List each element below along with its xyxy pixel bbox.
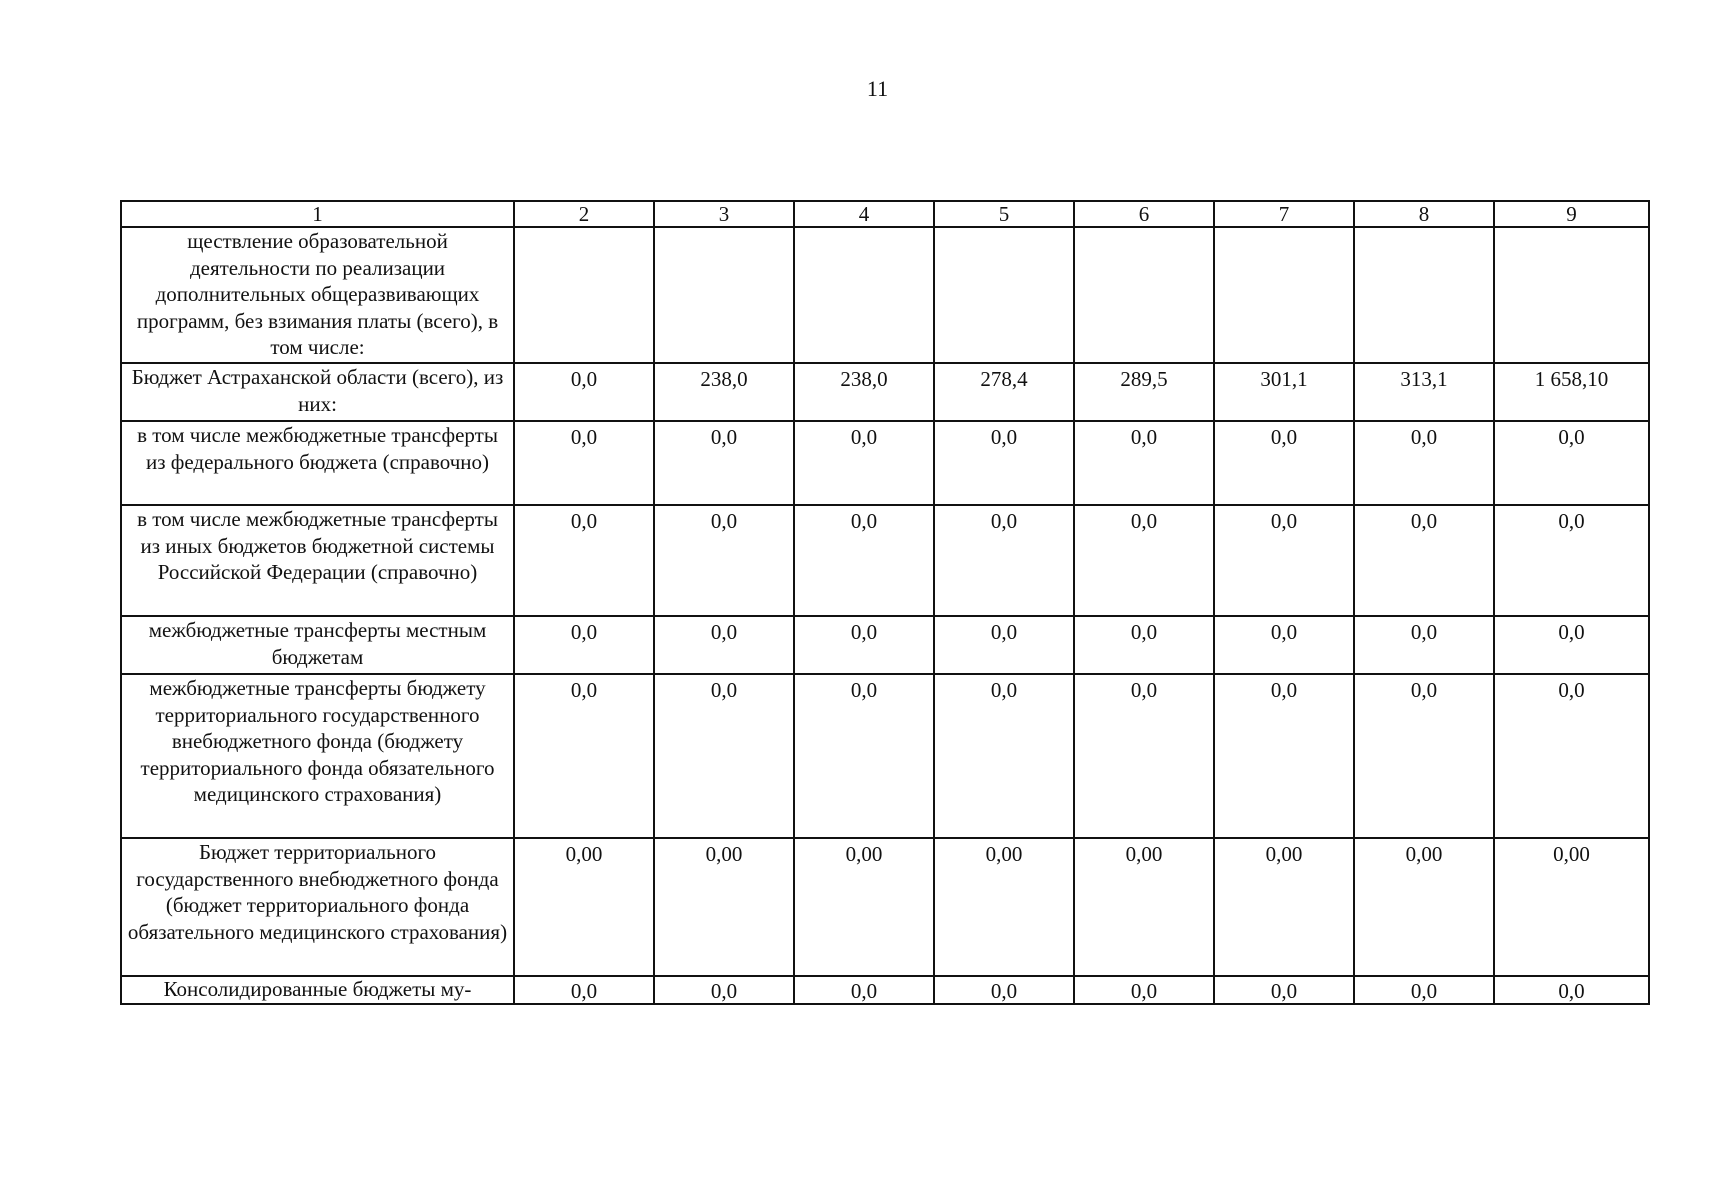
value-cell: 0,0 xyxy=(1214,505,1354,616)
value-cell: 0,0 xyxy=(654,421,794,505)
table-row xyxy=(121,505,1649,616)
value-cell: 0,0 xyxy=(1214,674,1354,838)
value-cell: 0,0 xyxy=(514,616,654,674)
value-cell: 0,00 xyxy=(1354,838,1494,976)
value-cell: 0,0 xyxy=(1074,505,1214,616)
value-cell: 0,0 xyxy=(514,976,654,1004)
value-cell: 0,0 xyxy=(1074,616,1214,674)
value-cell: 0,0 xyxy=(514,363,654,421)
value-cell: 0,0 xyxy=(654,505,794,616)
value-cell: 0,0 xyxy=(514,674,654,838)
value-cell: 0,0 xyxy=(1214,976,1354,1004)
value-cell: 0,0 xyxy=(1494,421,1649,505)
value-cell: 313,1 xyxy=(1354,363,1494,421)
table-row xyxy=(121,976,1649,1004)
value-cell: 0,0 xyxy=(1354,616,1494,674)
value-cell: 0,0 xyxy=(1074,674,1214,838)
value-cell: 0,00 xyxy=(654,838,794,976)
column-header: 7 xyxy=(1214,201,1354,227)
budget-table xyxy=(120,200,1650,1005)
value-cell: 0,0 xyxy=(514,505,654,616)
value-cell: 0,0 xyxy=(1494,976,1649,1004)
value-cell xyxy=(1214,227,1354,363)
column-header: 4 xyxy=(794,201,934,227)
value-cell: 0,0 xyxy=(1214,616,1354,674)
value-cell: 0,0 xyxy=(654,616,794,674)
value-cell: 238,0 xyxy=(794,363,934,421)
table-row xyxy=(121,363,1649,421)
row-label: Бюджет Астраханской области (всего), из них: xyxy=(121,363,514,421)
header-row xyxy=(121,201,1649,227)
column-header: 1 xyxy=(121,201,514,227)
value-cell: 0,0 xyxy=(934,505,1074,616)
value-cell: 0,00 xyxy=(1214,838,1354,976)
value-cell: 0,0 xyxy=(514,421,654,505)
table-row xyxy=(121,616,1649,674)
value-cell: 0,0 xyxy=(934,674,1074,838)
value-cell: 0,0 xyxy=(794,616,934,674)
value-cell: 0,0 xyxy=(1354,674,1494,838)
budget-table-container xyxy=(120,200,1648,1005)
value-cell xyxy=(654,227,794,363)
value-cell xyxy=(1354,227,1494,363)
value-cell xyxy=(514,227,654,363)
value-cell xyxy=(1074,227,1214,363)
value-cell: 238,0 xyxy=(654,363,794,421)
value-cell: 0,00 xyxy=(794,838,934,976)
value-cell: 0,0 xyxy=(934,976,1074,1004)
value-cell: 301,1 xyxy=(1214,363,1354,421)
column-header: 2 xyxy=(514,201,654,227)
value-cell: 0,0 xyxy=(934,421,1074,505)
row-label: межбюджетные трансферты местным бюджетам xyxy=(121,616,514,674)
row-label: в том числе межбюджетные трансферты из иных бюджетов бюджетной системы Российской Федерации (справочно) xyxy=(121,505,514,616)
value-cell: 0,0 xyxy=(1354,505,1494,616)
table-row xyxy=(121,674,1649,838)
value-cell: 0,0 xyxy=(1214,421,1354,505)
table-row xyxy=(121,227,1649,363)
column-header: 3 xyxy=(654,201,794,227)
page-number: 11 xyxy=(866,76,889,101)
value-cell: 0,00 xyxy=(514,838,654,976)
value-cell: 0,0 xyxy=(1494,616,1649,674)
value-cell: 0,0 xyxy=(794,505,934,616)
column-header: 6 xyxy=(1074,201,1214,227)
value-cell xyxy=(794,227,934,363)
column-header: 9 xyxy=(1494,201,1649,227)
table-row xyxy=(121,838,1649,976)
column-header: 8 xyxy=(1354,201,1494,227)
value-cell: 0,0 xyxy=(654,976,794,1004)
value-cell xyxy=(934,227,1074,363)
value-cell: 0,00 xyxy=(1494,838,1649,976)
value-cell: 0,0 xyxy=(934,616,1074,674)
value-cell: 0,0 xyxy=(794,976,934,1004)
table-row xyxy=(121,421,1649,505)
value-cell: 0,00 xyxy=(1074,838,1214,976)
row-label: Бюджет территориального государственного внебюджетного фонда (бюджет территориального фонда обязательного медицинского страхования) xyxy=(121,838,514,976)
value-cell xyxy=(1494,227,1649,363)
row-label: ществление образовательной деятельности по реализации дополнительных общеразвивающих программ, без взимания платы (всего), в том числе: xyxy=(121,227,514,363)
row-label: межбюджетные трансферты бюджету территориального государственного внебюджетного фонда (бюджету территориального фонда обязательного медицинского страхования) xyxy=(121,674,514,838)
value-cell: 0,0 xyxy=(1074,421,1214,505)
value-cell: 0,0 xyxy=(794,674,934,838)
value-cell: 0,0 xyxy=(794,421,934,505)
row-label: Консолидированные бюджеты му- xyxy=(121,976,514,1004)
row-label: в том числе межбюджетные трансферты из федерального бюджета (справочно) xyxy=(121,421,514,505)
value-cell: 0,0 xyxy=(654,674,794,838)
value-cell: 278,4 xyxy=(934,363,1074,421)
value-cell: 1 658,10 xyxy=(1494,363,1649,421)
value-cell: 289,5 xyxy=(1074,363,1214,421)
value-cell: 0,0 xyxy=(1074,976,1214,1004)
value-cell: 0,0 xyxy=(1354,421,1494,505)
value-cell: 0,0 xyxy=(1494,674,1649,838)
value-cell: 0,0 xyxy=(1494,505,1649,616)
column-header: 5 xyxy=(934,201,1074,227)
value-cell: 0,00 xyxy=(934,838,1074,976)
value-cell: 0,0 xyxy=(1354,976,1494,1004)
